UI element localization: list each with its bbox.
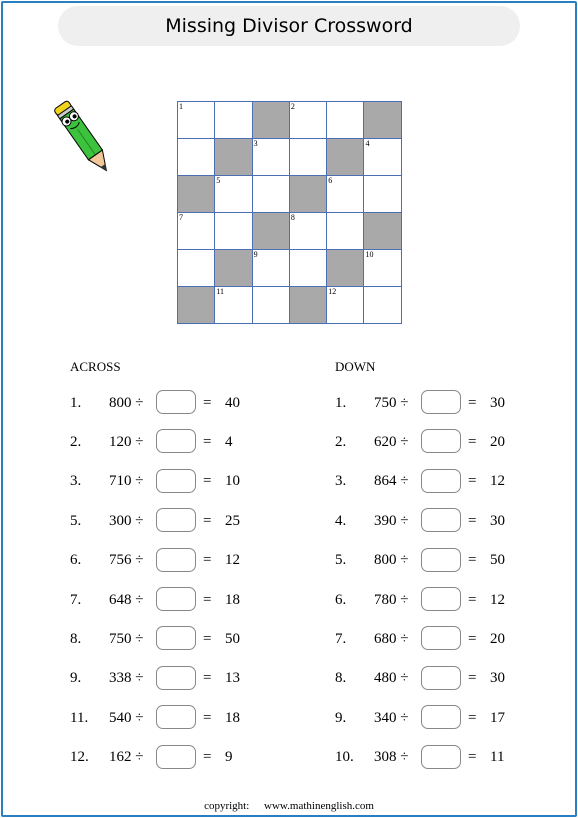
clue-dividend: 680 ÷ [374,630,409,647]
down-clue-row [335,390,535,416]
answer-box[interactable] [421,548,461,572]
grid-cell[interactable] [364,287,401,324]
grid-cell[interactable] [215,102,252,139]
clue-quotient: 18 [225,709,240,726]
clue-number: 4. [335,512,347,529]
grid-cell-shaded [253,213,290,250]
grid-cell-number: 4 [365,139,370,148]
equals-sign: = [203,670,212,687]
down-clue-row [335,508,535,534]
equals-sign: = [468,433,477,450]
down-clue-row [335,626,535,652]
down-clue-row [335,548,535,574]
equals-sign: = [203,591,212,608]
down-clue-row [335,429,535,455]
clue-dividend: 750 ÷ [374,394,409,411]
down-clue-row [335,469,535,495]
equals-sign: = [468,670,477,687]
grid-cell-number: 7 [179,213,183,222]
answer-box[interactable] [156,666,196,690]
clue-quotient: 25 [225,512,240,529]
answer-box[interactable] [156,469,196,493]
clue-number: 7. [70,591,82,608]
grid-cell-shaded [364,213,401,250]
down-heading: DOWN [335,359,376,374]
equals-sign: = [203,394,212,411]
across-clue-row [70,666,270,692]
clue-number: 7. [335,630,347,647]
across-clue-row [70,745,270,771]
clue-number: 8. [70,630,82,647]
across-clue-row [70,508,270,534]
clue-number: 10. [335,749,354,766]
clue-number: 6. [70,552,82,569]
across-heading: ACROSS [70,359,121,374]
equals-sign: = [203,512,212,529]
grid-cell[interactable] [215,176,252,213]
footer [0,800,578,812]
grid-cell-number: 5 [216,176,221,185]
clue-quotient: 12 [490,591,505,608]
clue-number: 2. [335,433,347,450]
equals-sign: = [468,473,477,490]
grid-cell-number: 1 [179,102,183,111]
grid-cell[interactable] [215,213,252,250]
pencil-mascot-icon [48,88,118,188]
answer-box[interactable] [156,705,196,729]
grid-cell[interactable] [327,287,364,324]
clue-quotient: 12 [225,552,240,569]
website-link[interactable]: www.mathinenglish.com [264,800,374,812]
clue-dividend: 710 ÷ [109,473,144,490]
clue-dividend: 756 ÷ [109,552,144,569]
grid-cell-shaded [327,250,364,287]
across-clue-row [70,626,270,652]
grid-cell-shaded [215,139,252,176]
clue-number: 3. [70,473,82,490]
grid-cell-number: 10 [365,250,374,259]
answer-box[interactable] [421,508,461,532]
grid-cell[interactable] [290,250,327,287]
grid-cell-shaded [215,250,252,287]
grid-cell[interactable] [364,139,401,176]
grid-cell-shaded [364,102,401,139]
across-clue-row [70,587,270,613]
equals-sign: = [203,433,212,450]
clue-quotient: 40 [225,394,240,411]
answer-box[interactable] [156,429,196,453]
clue-number: 5. [70,512,82,529]
answer-box[interactable] [156,548,196,572]
across-clue-row [70,705,270,731]
grid-cell[interactable] [253,287,290,324]
grid-cell[interactable] [178,102,215,139]
grid-cell[interactable] [290,213,327,250]
equals-sign: = [203,749,212,766]
grid-cell-shaded [290,176,327,213]
grid-cell[interactable] [178,250,215,287]
clue-dividend: 750 ÷ [109,630,144,647]
grid-cell[interactable] [178,213,215,250]
equals-sign: = [203,552,212,569]
answer-box[interactable] [421,587,461,611]
clue-quotient: 50 [225,630,240,647]
clue-number: 12. [70,749,89,766]
answer-box[interactable] [156,390,196,414]
grid-cell[interactable] [327,102,364,139]
clue-quotient: 30 [490,512,505,529]
equals-sign: = [468,552,477,569]
grid-cell-shaded [253,102,290,139]
clue-quotient: 50 [490,552,505,569]
across-clue-row [70,429,270,455]
clue-number: 9. [70,670,82,687]
answer-box[interactable] [156,626,196,650]
grid-cell[interactable] [215,287,252,324]
clue-quotient: 11 [490,749,505,766]
answer-box[interactable] [421,705,461,729]
equals-sign: = [468,591,477,608]
grid-cell[interactable] [290,139,327,176]
down-clue-row [335,666,535,692]
answer-box[interactable] [421,429,461,453]
clue-number: 5. [335,552,347,569]
across-clue-row [70,469,270,495]
grid-cell-shaded [290,287,327,324]
equals-sign: = [468,630,477,647]
equals-sign: = [203,709,212,726]
equals-sign: = [468,749,477,766]
grid-cell-number: 8 [290,213,295,222]
grid-cell[interactable] [290,102,327,139]
clue-quotient: 17 [490,709,505,726]
grid-cell-number: 6 [328,176,333,185]
clue-dividend: 340 ÷ [374,709,409,726]
answer-box[interactable] [156,745,196,769]
copyright-label: copyright: [204,800,250,812]
clue-number: 9. [335,709,347,726]
clue-number: 6. [335,591,347,608]
down-clue-row [335,587,535,613]
equals-sign: = [468,394,477,411]
clue-number: 1. [335,394,347,411]
grid-cell-shaded [327,139,364,176]
answer-box[interactable] [156,587,196,611]
clue-dividend: 120 ÷ [109,433,144,450]
equals-sign: = [468,709,477,726]
clue-number: 8. [335,670,347,687]
grid-cell[interactable] [178,139,215,176]
grid-cell-number: 3 [253,139,258,148]
clue-quotient: 20 [490,630,505,647]
grid-cell[interactable] [327,176,364,213]
page-title: Missing Divisor Crossword [58,6,520,46]
answer-box[interactable] [156,508,196,532]
clue-quotient: 12 [490,473,505,490]
grid-cell-shaded [178,176,215,213]
answer-box[interactable] [421,469,461,493]
clue-dividend: 338 ÷ [109,670,144,687]
equals-sign: = [203,630,212,647]
grid-cell[interactable] [253,250,290,287]
answer-box[interactable] [421,745,461,769]
clue-dividend: 308 ÷ [374,749,409,766]
equals-sign: = [203,473,212,490]
clue-dividend: 864 ÷ [374,473,409,490]
grid-cell[interactable] [253,139,290,176]
grid-cell[interactable] [327,213,364,250]
clue-dividend: 800 ÷ [109,394,144,411]
clue-quotient: 30 [490,670,505,687]
clue-dividend: 300 ÷ [109,512,144,529]
grid-cell-number: 2 [290,102,295,111]
clue-quotient: 10 [225,473,240,490]
clue-quotient: 9 [225,749,233,766]
clue-number: 3. [335,473,347,490]
clue-dividend: 480 ÷ [374,670,409,687]
clue-dividend: 648 ÷ [109,591,144,608]
clue-number: 11. [70,709,89,726]
down-clue-row [335,745,535,771]
crossword-grid [177,101,402,324]
clue-quotient: 30 [490,394,505,411]
clue-dividend: 162 ÷ [109,749,144,766]
clue-quotient: 20 [490,433,505,450]
across-clue-row [70,390,270,416]
grid-cell-number: 12 [328,287,337,296]
clue-quotient: 4 [225,433,233,450]
clue-number: 2. [70,433,82,450]
answer-box[interactable] [421,626,461,650]
clue-number: 1. [70,394,82,411]
grid-cell-number: 11 [216,287,224,296]
grid-cell-number: 9 [253,250,258,259]
answer-box[interactable] [421,666,461,690]
clue-dividend: 620 ÷ [374,433,409,450]
down-clue-row [335,705,535,731]
grid-cell[interactable] [253,176,290,213]
answer-box[interactable] [421,390,461,414]
clue-dividend: 540 ÷ [109,709,144,726]
clue-dividend: 800 ÷ [374,552,409,569]
grid-cell[interactable] [364,176,401,213]
grid-cell[interactable] [364,250,401,287]
clue-quotient: 18 [225,591,240,608]
clue-quotient: 13 [225,670,240,687]
equals-sign: = [468,512,477,529]
clue-dividend: 780 ÷ [374,591,409,608]
across-clue-row [70,548,270,574]
grid-cell-shaded [178,287,215,324]
clue-dividend: 390 ÷ [374,512,409,529]
